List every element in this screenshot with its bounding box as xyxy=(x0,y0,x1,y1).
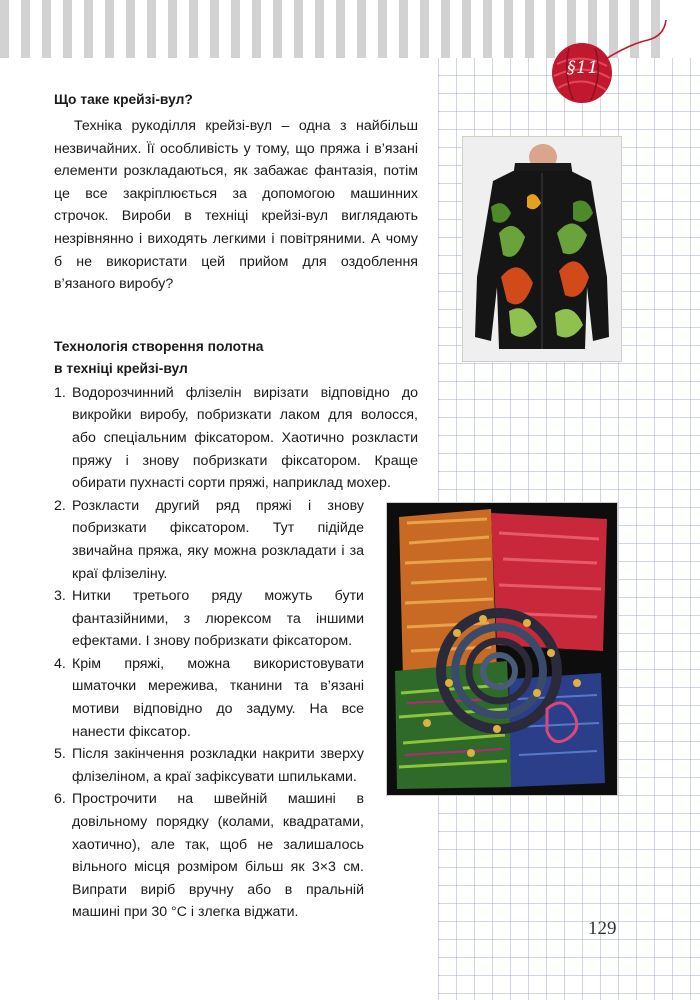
step-number: 5. xyxy=(54,746,66,763)
section-label: §11 xyxy=(567,58,599,78)
step-item xyxy=(54,743,364,788)
step-number: 3. xyxy=(54,588,66,605)
step-text: Нитки третього ряду можуть бути фантазійними, з люрексом та іншими ефектами. І знову побризкати фіксатором. xyxy=(72,588,364,650)
step-number: 6. xyxy=(54,791,66,808)
step-text: Прострочити на швейній машині в довільному порядку (колами, квадратами, хаотично), але так, щоб не залишалось вільного місця розміром більш як 3×3 см. Випрати виріб вручну або в пральній машині при 30 °С і злегка віджати. xyxy=(72,791,364,921)
step-text: Розкласти другий ряд пряжі і знову побризкати фіксатором. Тут підійде звичайна пряжа, яку можна розкладати і за краї флізеліну. xyxy=(72,497,364,582)
crazy-wool-sample-photo xyxy=(386,502,618,796)
step-item xyxy=(54,495,364,585)
yarn-thread-icon xyxy=(600,14,676,66)
main-text xyxy=(54,89,418,924)
step-item xyxy=(54,788,364,924)
page-number: 129 xyxy=(588,918,617,939)
step-number: 1. xyxy=(54,384,66,401)
step-number: 4. xyxy=(54,655,66,672)
steps-list xyxy=(54,382,418,924)
intro-heading: Що таке крейзі-вул? xyxy=(54,92,193,107)
sweater-photo xyxy=(462,136,622,362)
step-item xyxy=(54,585,364,653)
intro-paragraph: Техніка рукоділля крейзі-вул – одна з найбільш незвичайних. Її особливість у тому, що пряжа і в’язані елементи розкладаються, як забажає фантазія, потім це все закріплюється за допомогою машинних строчок. Вироби в техніці крейзі-вул виглядають незрівнянно і виходять легкими і повітряними. А чому б не використати цей прийом для оздоблення в’язаного виробу? xyxy=(54,118,418,293)
step-text: Водорозчинний флізелін вирізати відповідно до викройки виробу, побризкати лаком для волосся, або спеціальним фіксатором. Хаотично розкласти пряжу і знову побризкати фіксатором. Краще обирати пухнасті сорти пряжі, наприклад мохер. xyxy=(72,384,418,492)
step-text: Після закінчення розкладки накрити зверху флізеліном, а краї зафіксувати шпильками. xyxy=(72,746,364,785)
step-item xyxy=(54,382,418,495)
technology-heading xyxy=(54,336,418,380)
step-item xyxy=(54,653,364,743)
step-text: Крім пряжі, можна використовувати шматочки мережива, тканини та в’язані мотиви відповідно до задуму. На все нанести фіксатор. xyxy=(72,655,364,740)
step-number: 2. xyxy=(54,497,66,514)
technology-heading-line2: в техніці крейзі-вул xyxy=(54,360,188,376)
technology-heading-line1: Технологія створення полотна xyxy=(54,338,264,354)
